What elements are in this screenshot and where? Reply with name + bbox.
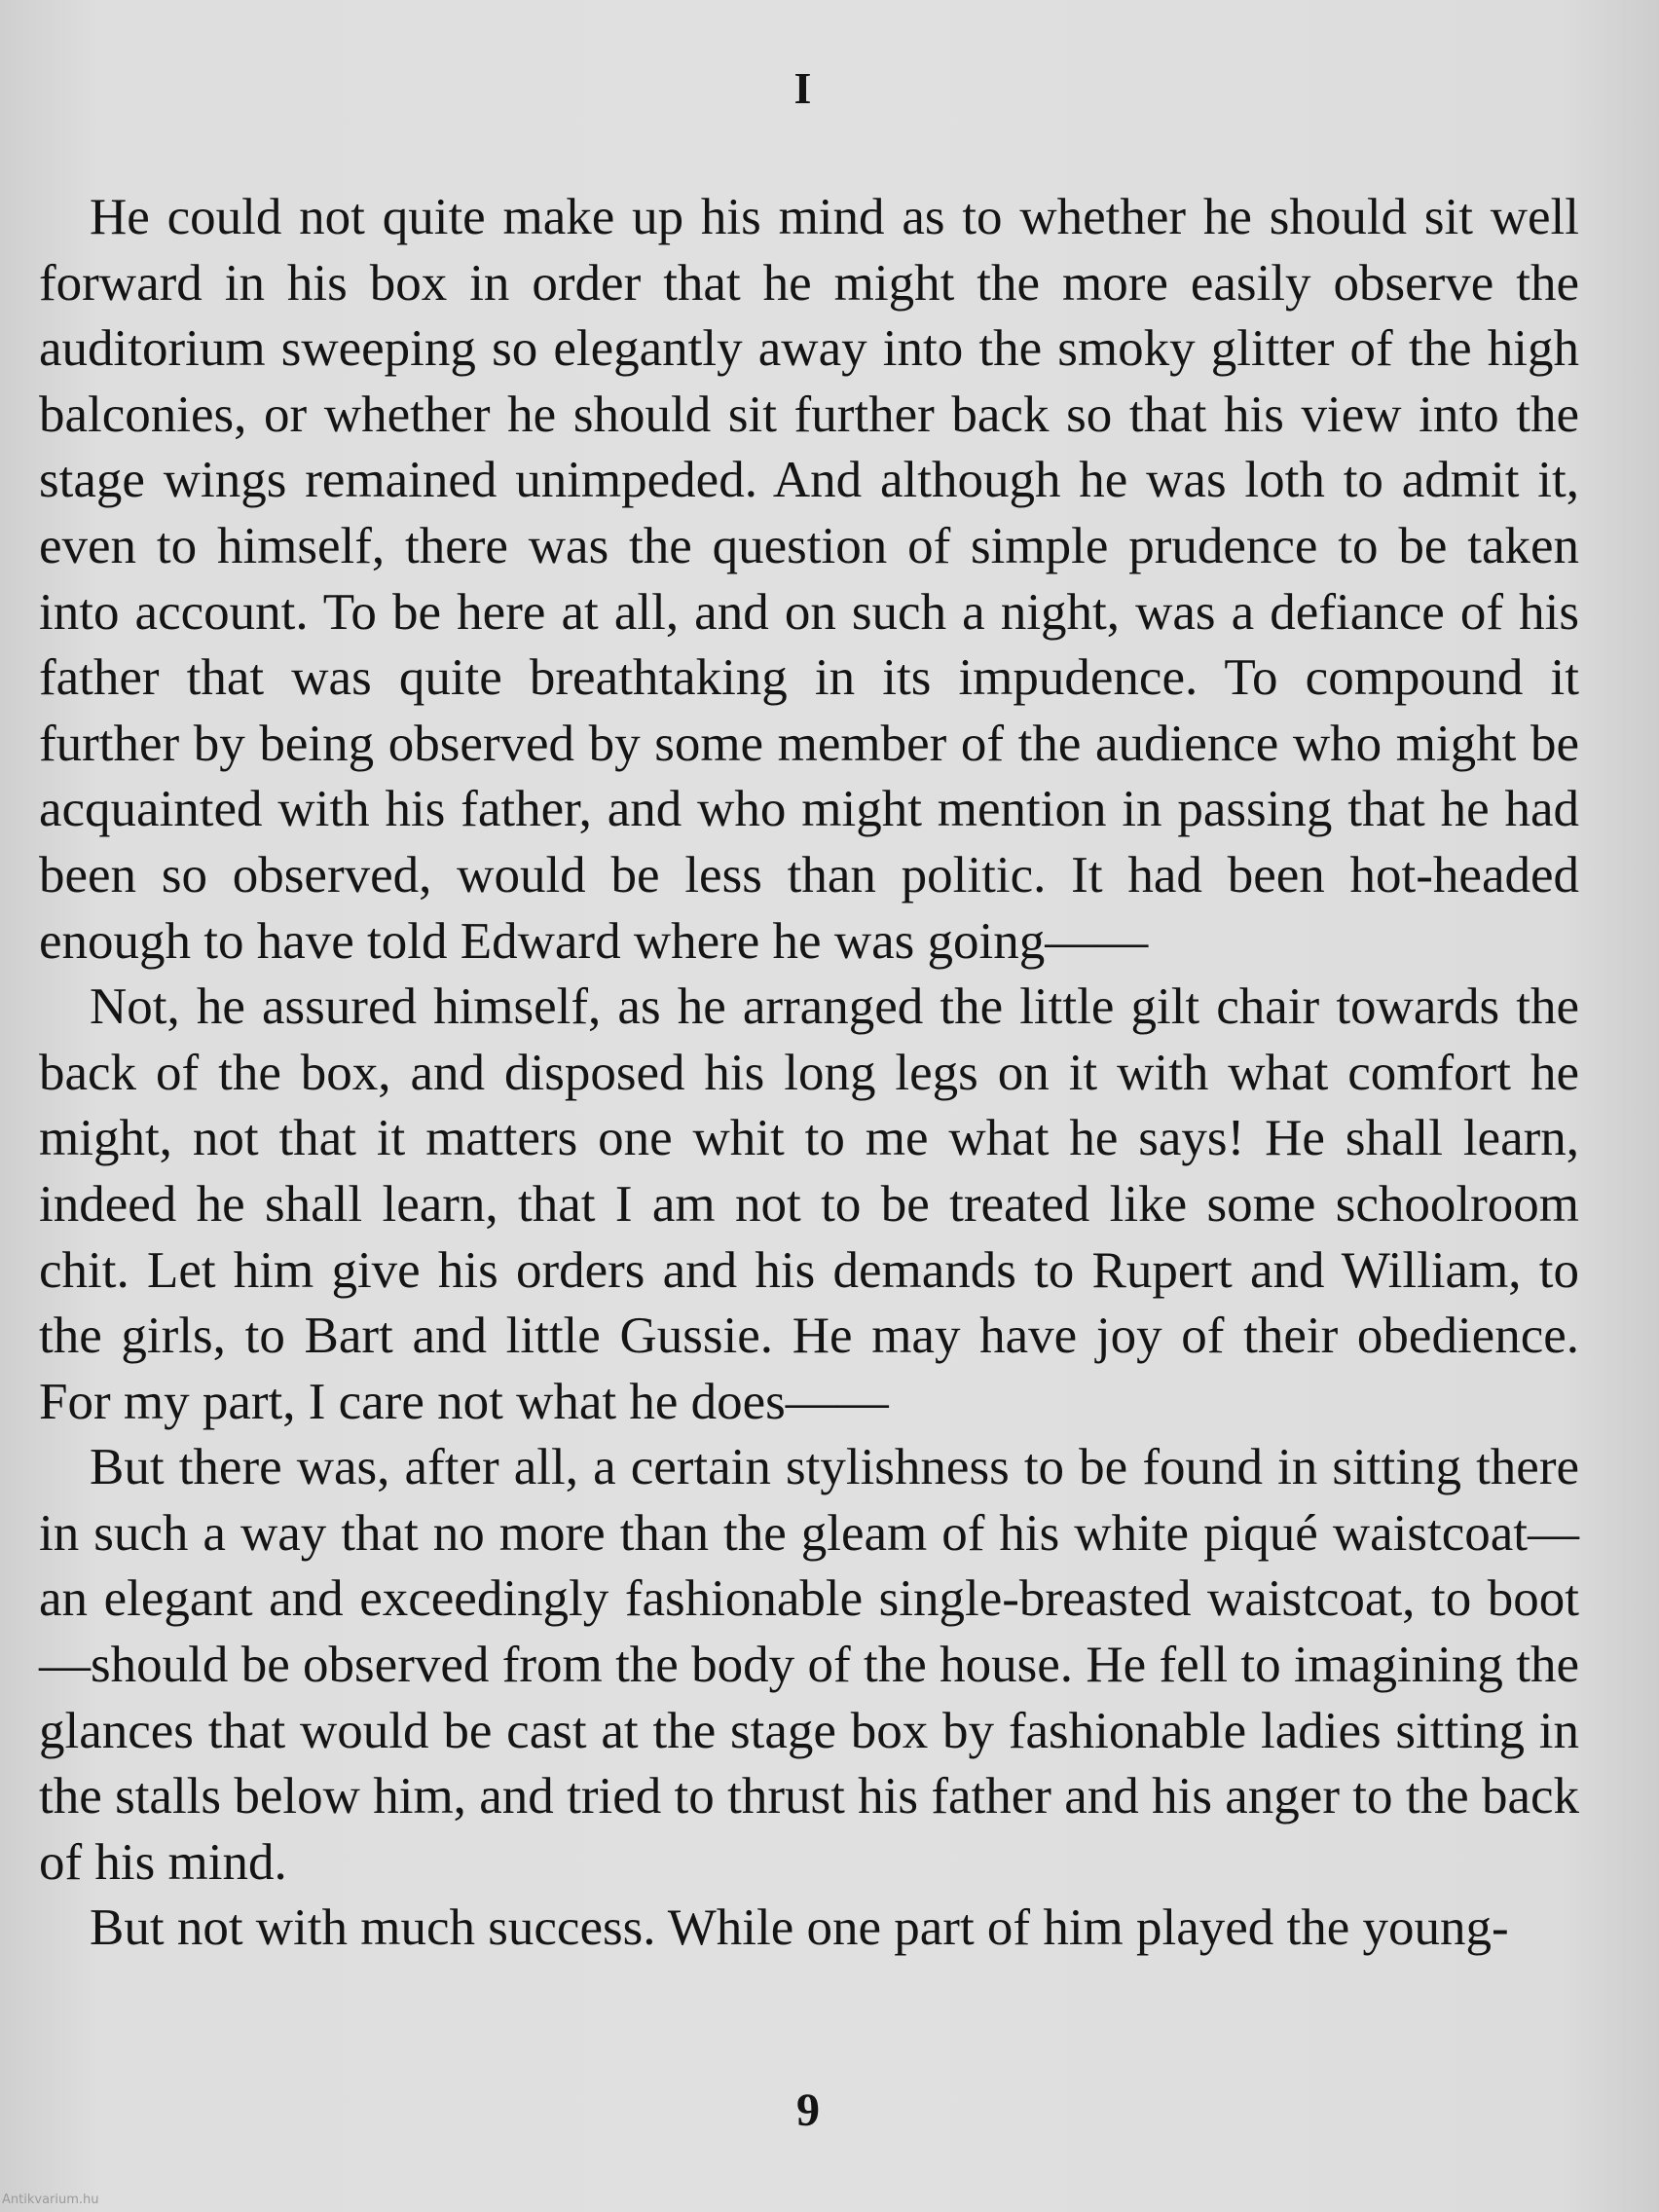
paragraph-3: But there was, after all, a certain stylishness to be found in sitting there in such a way that no more than the gleam of his white piqué waistcoat—an elegant and exceedingly fashionable single-breasted waistcoat, to boot—should be observed from the body of the house. He fell to imagining the glances that would be cast at the stage box by fashionable ladies sitting in the stalls below him, and tried to thrust his father and his anger to the back of his mind. bbox=[39, 1439, 1579, 1891]
paragraph-4: But not with much success. While one part of him played the young- bbox=[90, 1899, 1509, 1957]
paragraph-1: He could not quite make up his mind as to whether he should sit well forward in his box in order that he might the more easily observe the auditorium sweeping so elegantly away into the smoky glitter of the high balconies, or whether he should sit further back so that his view into the stage wings remained unimpeded. And although he was loth to admit it, even to himself, there was the question of simple prudence to be taken into account. To be here at all, and on such a night, was a defiance of his father that was quite breathtaking in its impudence. To compound it further by being observed by some member of the audience who might be acquainted with his father, and who might mention in passing that he had been so observed, would be less than politic. It had been hot-headed enough to have told Edward where he was going—— bbox=[39, 189, 1579, 970]
page-number: 9 bbox=[796, 2084, 820, 2136]
body-text bbox=[39, 185, 1579, 1962]
watermark: Antikvarium.hu bbox=[2, 2193, 99, 2207]
paragraph-2: Not, he assured himself, as he arranged the little gilt chair towards the back of the box, and disposed his long legs on it with what comfort he might, not that it matters one whit to me what he says! He shall learn, indeed he shall learn, that I am not to be treated like some schoolroom chit. Let him give his orders and his demands to Rupert and William, to the girls, to Bart and little Gussie. He may have joy of their obedience. For my part, I care not what he does—— bbox=[39, 978, 1579, 1430]
chapter-number: I bbox=[793, 63, 813, 113]
